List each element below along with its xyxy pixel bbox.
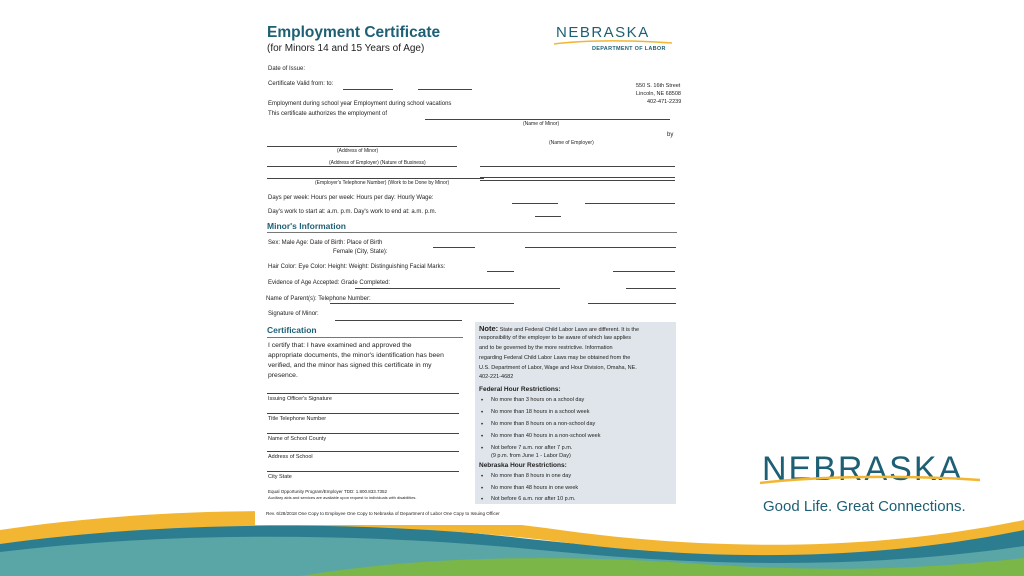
school-county-field[interactable] (267, 433, 459, 434)
minor-info-divider (267, 232, 677, 233)
work-done-field[interactable] (480, 177, 675, 178)
doc-title: Employment Certificate (267, 24, 441, 41)
employer-phone-field[interactable] (267, 178, 484, 179)
minor-address-field[interactable] (267, 146, 457, 147)
cert-text-4: presence. (268, 372, 298, 379)
work-done-field-2[interactable] (480, 180, 675, 181)
by-label: by (667, 132, 674, 138)
sex-label-2: Female (City, State): (333, 249, 388, 255)
city-state-label: City State (268, 474, 292, 480)
school-label: Name of School County (268, 436, 327, 442)
minor-name-field[interactable] (425, 119, 670, 120)
bullet-icon: • (481, 497, 484, 503)
brand-tagline: Good Life. Great Connections. (763, 498, 966, 515)
note-line-5: U.S. Department of Labor, Wage and Hour Division, Omaha, NE. (479, 365, 637, 371)
facial-marks-field[interactable] (613, 271, 675, 272)
issuing-signature-field[interactable] (267, 393, 459, 394)
city-state-field[interactable] (267, 471, 459, 472)
issuing-label: Issuing Officer's Signature (268, 396, 332, 402)
signature-minor-label: Signature of Minor: (268, 311, 319, 317)
name-of-minor-caption: (Name of Minor) (523, 121, 560, 127)
federal-item-1: No more than 3 hours on a school day (491, 397, 585, 403)
grade-completed-field[interactable] (626, 288, 676, 289)
school-address-label: Address of School (268, 454, 313, 460)
dol-label: DEPARTMENT OF LABOR (592, 46, 666, 52)
valid-from-label: Certificate Valid from: to: (268, 81, 334, 87)
bullet-icon: • (481, 474, 484, 480)
address-employer-caption: (Address of Employer) (Nature of Business) (329, 160, 426, 166)
note-line-6: 402-221-4682 (479, 374, 514, 380)
minor-info-heading: Minor's Information (267, 221, 346, 231)
evidence-field[interactable] (355, 288, 560, 289)
federal-item-5-extra: (9 p.m. from June 1 - Labor Day) (491, 453, 571, 459)
school-address-field[interactable] (267, 451, 459, 452)
valid-to-field[interactable] (418, 89, 472, 90)
note-line-1: State and Federal Child Labor Laws are different. It is the (499, 327, 640, 333)
bullet-icon: • (481, 486, 484, 492)
nature-business-field[interactable] (480, 166, 675, 167)
nebraska-heading: Nebraska Hour Restrictions: (479, 462, 567, 469)
address-line-2: Lincoln, NE 68508 (636, 91, 681, 97)
weight-field[interactable] (487, 271, 514, 272)
minor-signature-field[interactable] (335, 320, 462, 321)
bullet-icon: • (481, 422, 484, 428)
employer-address-field[interactable] (267, 166, 457, 167)
date-of-issue-label: Date of Issue: (268, 66, 306, 72)
note-line-4: regarding Federal Child Labor Laws may be obtained from the (479, 355, 631, 361)
federal-item-3: No more than 8 hours on a non-school day (491, 421, 596, 427)
note-line-2: responsibility of the employer to be aware of which law applies (479, 335, 631, 341)
parents-label: Name of Parent(s): Telephone Number: (266, 296, 371, 302)
parent-name-field[interactable] (330, 303, 514, 304)
logo-swoosh-icon (758, 474, 983, 486)
place-of-birth-field[interactable] (525, 247, 676, 248)
bullet-icon: • (481, 398, 484, 404)
days-work-label: Day's work to start at: a.m. p.m. Day's work to end at: a.m. p.m. (268, 209, 437, 215)
bullet-icon: • (481, 446, 484, 452)
nebraska-item-3: Not before 6 a.m. nor after 10 p.m. (491, 496, 576, 502)
doc-subtitle: (for Minors 14 and 15 Years of Age) (267, 43, 425, 54)
cert-text-1: I certify that: I have examined and approved the (268, 342, 412, 349)
dob-field[interactable] (433, 247, 475, 248)
federal-item-4: No more than 40 hours in a non-school week (491, 433, 601, 439)
address-line-1: 550 S. 16th Street (636, 83, 681, 89)
hourly-wage-field[interactable] (585, 203, 675, 204)
certification-divider (267, 337, 463, 338)
cert-text-2: appropriate documents, the minor's identification has been (268, 352, 444, 359)
bullet-icon: • (481, 410, 484, 416)
address-phone: 402-471-2239 (647, 99, 682, 105)
days-per-week-label: Days per week: Hours per week: Hours per day: Hourly Wage: (268, 195, 434, 201)
certification-heading: Certification (267, 325, 317, 335)
title-phone-label: Title Telephone Number (268, 416, 327, 422)
title-phone-field[interactable] (267, 413, 459, 414)
name-of-employer-caption: (Name of Employer) (549, 140, 594, 146)
sex-label: Sex: Male Age: Date of Birth: Place of Birth (268, 240, 383, 246)
nebraska-dol-logo: NEBRASKA (556, 24, 650, 41)
evidence-label: Evidence of Age Accepted: Grade Completed: (268, 280, 391, 286)
federal-item-5: Not before 7 a.m. nor after 7 p.m. (491, 445, 573, 451)
nebraska-item-2: No more than 48 hours in one week (491, 485, 579, 491)
note-line-3: and to be governed by the more restrictive. Information (479, 345, 613, 351)
employment-during-label: Employment during school year Employment during school vacations (268, 101, 452, 107)
bullet-icon: • (481, 434, 484, 440)
hours-per-day-field[interactable] (512, 203, 558, 204)
parent-phone-field[interactable] (588, 303, 676, 304)
eeo-line-1: Equal Opportunity Program/Employer TDD: 1.800.833.7352 (268, 489, 387, 494)
valid-from-field[interactable] (343, 89, 393, 90)
revision-footer: Rev. 6/28/2018 One Copy to Employee One Copy to Nebraska of Department of Labor One Copy to Issuing Officer (266, 511, 500, 516)
federal-item-2: No more than 18 hours in a school week (491, 409, 590, 415)
hair-color-label: Hair Color: Eye Color: Height: Weight: Distinguishing Facial Marks: (268, 264, 446, 270)
address-of-minor-caption: (Address of Minor) (337, 148, 379, 154)
note-label: Note: (479, 324, 499, 333)
nebraska-item-1: No more than 8 hours in one day (491, 473, 572, 479)
authorizes-label: This certificate authorizes the employment of (268, 111, 388, 117)
eeo-line-2: Auxiliary aids and services are available upon request to individuals with disabilities. (268, 495, 417, 500)
federal-heading: Federal Hour Restrictions: (479, 386, 561, 393)
nebraska-logo: NEBRASKA (762, 450, 964, 488)
work-end-field[interactable] (535, 216, 561, 217)
cert-text-3: verified, and the minor has signed this certificate in my (268, 362, 432, 369)
employer-phone-caption: (Employer's Telephone Number) (Work to be Done by Minor) (315, 180, 450, 186)
